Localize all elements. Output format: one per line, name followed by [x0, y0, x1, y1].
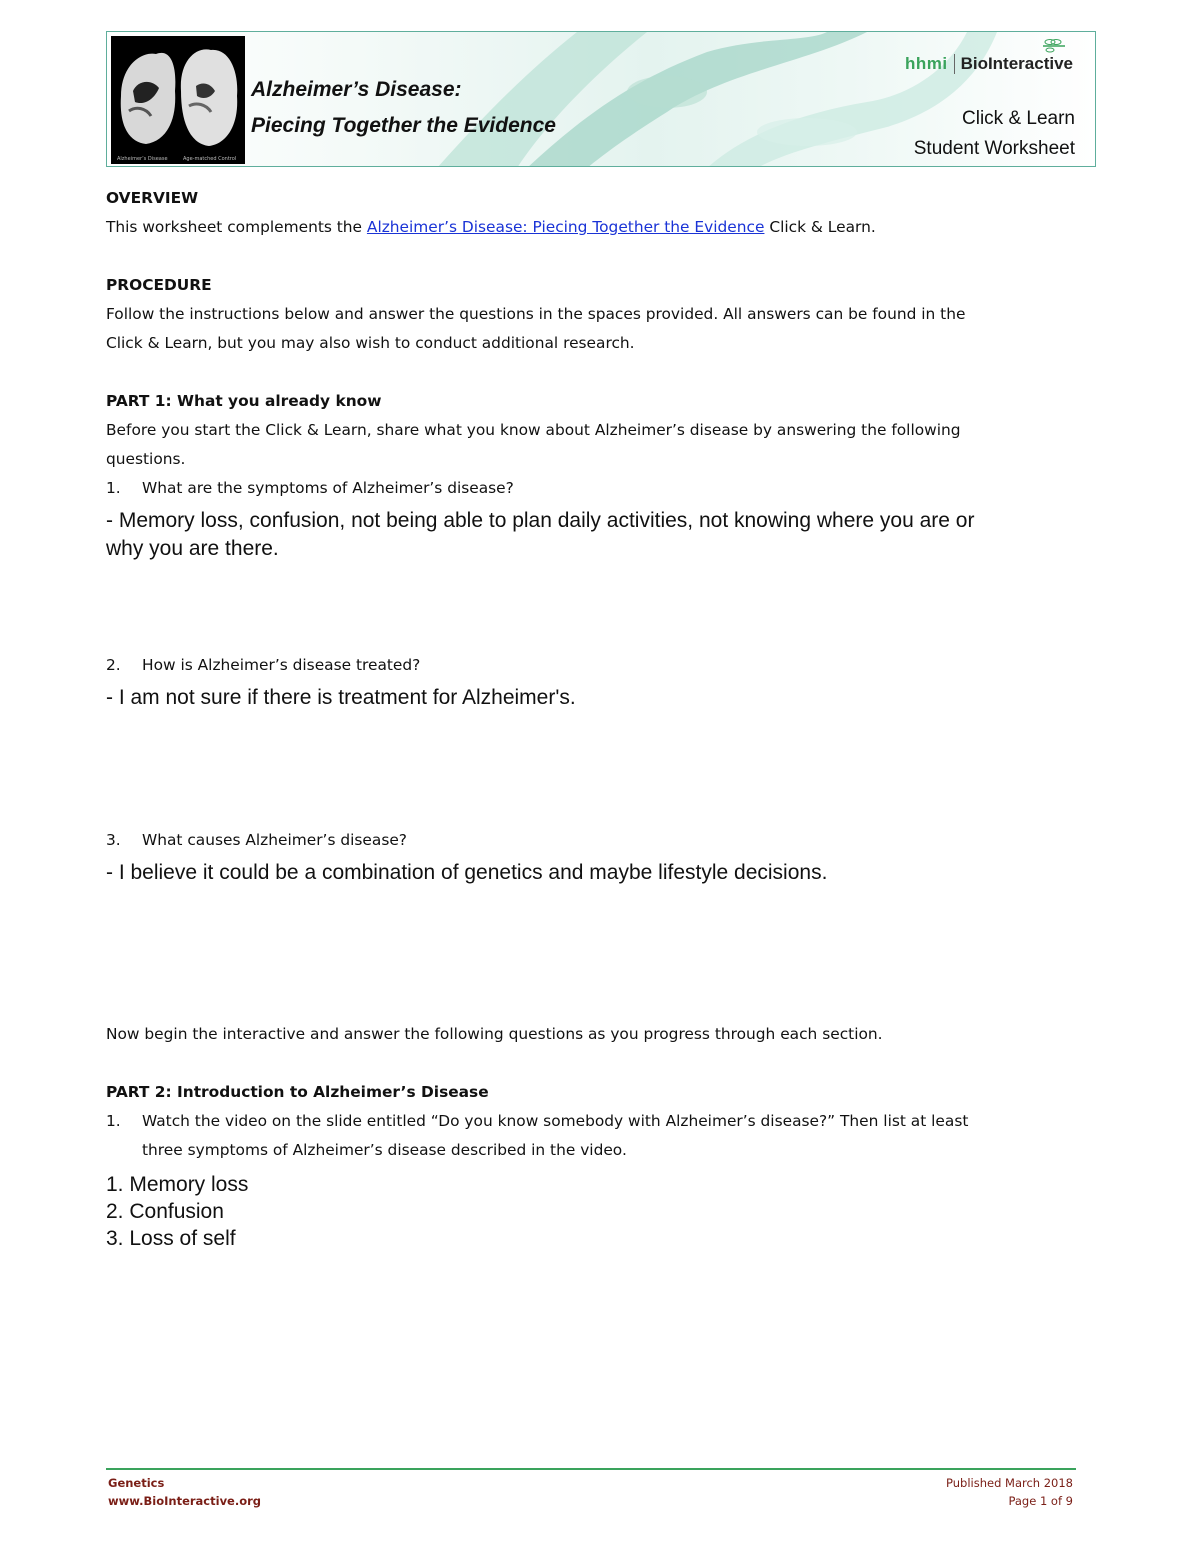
overview-heading: OVERVIEW	[106, 189, 199, 207]
part1-answer-2[interactable]	[106, 684, 1096, 712]
answer-list-item: 2. Confusion	[106, 1200, 224, 1223]
header-banner	[106, 31, 1096, 167]
overview-text-before: This worksheet complements the	[106, 218, 367, 236]
footer-website-link[interactable]: www.BioInteractive.org	[108, 1494, 262, 1508]
brand-biointeractive: BioInteractive	[960, 54, 1073, 73]
question-text: How is Alzheimer’s disease treated?	[142, 656, 421, 674]
part1-answer-1[interactable]	[106, 507, 1096, 563]
part1-answer-3[interactable]	[106, 859, 1096, 887]
part1-question-1	[106, 474, 1096, 503]
part2-answer-1[interactable]	[106, 1171, 1096, 1252]
part2-question-1	[106, 1107, 1096, 1165]
brand-hhmi: hhmi	[904, 54, 948, 73]
footer-divider	[106, 1468, 1076, 1470]
answer-list-item: 1. Memory loss	[106, 1173, 249, 1196]
subtitle-line-1: Click & Learn	[962, 108, 1075, 129]
answer-list-item: 3. Loss of self	[106, 1227, 236, 1250]
procedure-line-1: Follow the instructions below and answer the questions in the spaces provided. All answers can be found in the	[106, 305, 966, 323]
hhmi-biointeractive-logo	[905, 54, 1073, 74]
question-text-line-1: Watch the video on the slide entitled “Do you know somebody with Alzheimer’s disease?” Then list at least	[142, 1112, 969, 1130]
procedure-line-2: Click & Learn, but you may also wish to conduct additional research.	[106, 334, 635, 352]
part2-heading: PART 2: Introduction to Alzheimer’s Disease	[106, 1083, 489, 1101]
title-line-2: Piecing Together the Evidence	[251, 114, 556, 137]
part1-intro-line-1: Before you start the Click & Learn, share what you know about Alzheimer’s disease by answering the following	[106, 421, 961, 439]
part1-question-3	[106, 826, 1096, 855]
question-text: What are the symptoms of Alzheimer’s disease?	[142, 479, 514, 497]
question-text-line-2: three symptoms of Alzheimer’s disease described in the video.	[142, 1141, 627, 1159]
answer-line-1: - I am not sure if there is treatment for Alzheimer's.	[106, 686, 576, 709]
title-line-1: Alzheimer’s Disease:	[251, 78, 462, 101]
image-caption-left: Alzheimer’s Disease	[117, 156, 168, 162]
question-number: 1.	[106, 479, 121, 497]
question-number: 1.	[106, 1112, 121, 1130]
footer-right	[946, 1474, 1073, 1510]
overview-text	[106, 213, 1096, 242]
question-number: 2.	[106, 656, 121, 674]
worksheet-subtitle	[914, 104, 1075, 164]
worksheet-body	[106, 184, 1096, 1252]
part1-intro-line-2: questions.	[106, 450, 186, 468]
footer-published-date: Published March 2018	[946, 1476, 1073, 1490]
question-number: 3.	[106, 831, 121, 849]
brain-scan-image	[111, 36, 245, 164]
subtitle-line-2: Student Worksheet	[913, 138, 1075, 159]
question-text: What causes Alzheimer’s disease?	[142, 831, 407, 849]
part1-heading: PART 1: What you already know	[106, 392, 382, 410]
worksheet-title	[251, 72, 556, 144]
dragonfly-icon	[1041, 38, 1067, 54]
question-text	[142, 1107, 968, 1165]
procedure-heading: PROCEDURE	[106, 276, 212, 294]
answer-line-1: - Memory loss, confusion, not being able to plan daily activities, not knowing where you are or	[106, 509, 975, 532]
footer-page-number: Page 1 of 9	[1008, 1494, 1073, 1508]
answer-line-1: - I believe it could be a combination of genetics and maybe lifestyle decisions.	[106, 861, 828, 884]
part1-question-2	[106, 651, 1096, 680]
answer-line-2: why you are there.	[106, 537, 279, 560]
overview-text-after: Click & Learn.	[764, 218, 876, 236]
footer-subject: Genetics	[108, 1476, 165, 1490]
footer-left	[108, 1474, 261, 1510]
image-caption-right: Age-matched Control	[183, 156, 237, 162]
transition-text: Now begin the interactive and answer the following questions as you progress through each section.	[106, 1025, 883, 1043]
click-and-learn-link[interactable]: Alzheimer’s Disease: Piecing Together the Evidence	[366, 218, 765, 236]
brand-divider	[954, 54, 955, 74]
